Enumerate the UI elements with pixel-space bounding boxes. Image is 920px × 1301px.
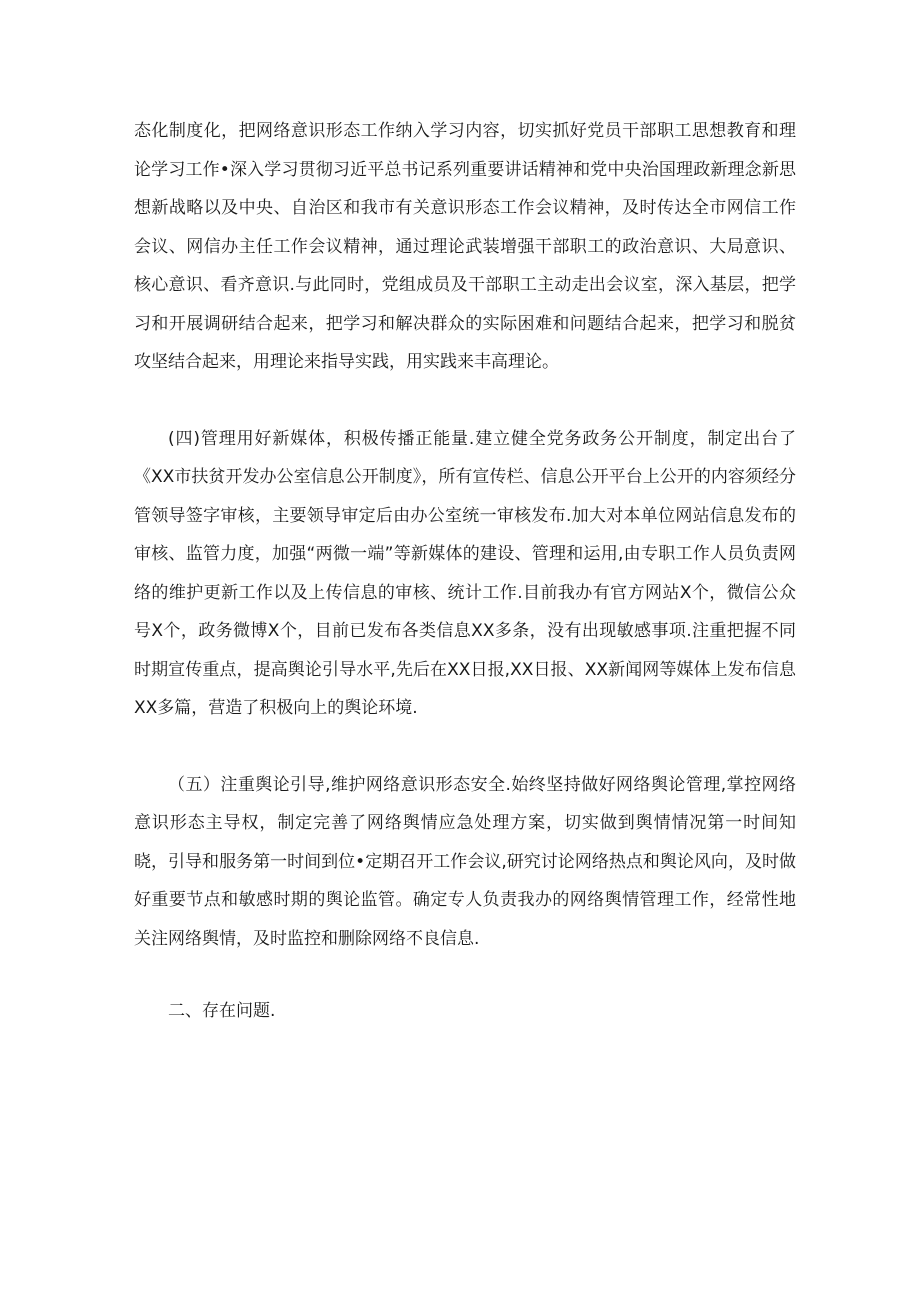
paragraph-gap	[134, 728, 796, 766]
document-body	[134, 112, 796, 1031]
paragraph-gap	[134, 382, 796, 420]
paragraph-new-media: (四)管理用好新媒体，积极传播正能量.建立健全党务政务公开制度，制定出台了《XX市扶贫开发办公室信息公开制度》，所有宣传栏、信息公开平台上公开的内容须经分管领导签字审核，主要领导审定后由办公室统一审核发布.加大对本单位网站信息发布的审核、监管力度，加强“两微一端”等新媒体的建设、管理和运用,由专职工作人员负责网络的维护更新工作以及上传信息的审核、统计工作.目前我办有官方网站X个，微信公众号X个，政务微博X个，目前已发布各类信息XX多条，没有出现敏感事项.注重把握不同时期宣传重点，提高舆论引导水平,先后在XX日报,XX日报、XX新闻网等媒体上发布信息XX多篇，营造了积极向上的舆论环境.	[134, 428, 796, 718]
paragraph-public-opinion: （五）注重舆论引导,维护网络意识形态安全.始终坚持做好网络舆论管理,掌控网络意识形态主导权，制定完善了网络舆情应急处理方案，切实做到舆情情况第一时间知晓，引导和服务第一时间到位•定期召开工作会议,研究讨论网络热点和舆论风向，及时做好重要节点和敏感时期的舆论监管。确定专人负责我办的网络舆情管理工作，经常性地关注网络舆情，及时监控和删除网络不良信息.	[134, 774, 796, 949]
paragraph-study-work: 态化制度化，把网络意识形态工作纳入学习内容，切实抓好党员干部职工思想教育和理论学习工作•深入学习贯彻习近平总书记系列重要讲话精神和党中央治国理政新理念新思想新战略以及中央、自治区和我市有关意识形态工作会议精神，及时传达全市网信工作会议、网信办主任工作会议精神，通过理论武装增强干部职工的政治意识、大局意识、核心意识、看齐意识.与此同时，党组成员及干部职工主动走出会议室，深入基层，把学习和开展调研结合起来，把学习和解决群众的实际困难和问题结合起来，把学习和脱贫攻坚结合起来，用理论来指导实践，用实践来丰高理论。	[134, 121, 796, 372]
paragraph-gap	[134, 958, 796, 992]
section-heading-problems: 二、存在问题.	[168, 1001, 276, 1021]
